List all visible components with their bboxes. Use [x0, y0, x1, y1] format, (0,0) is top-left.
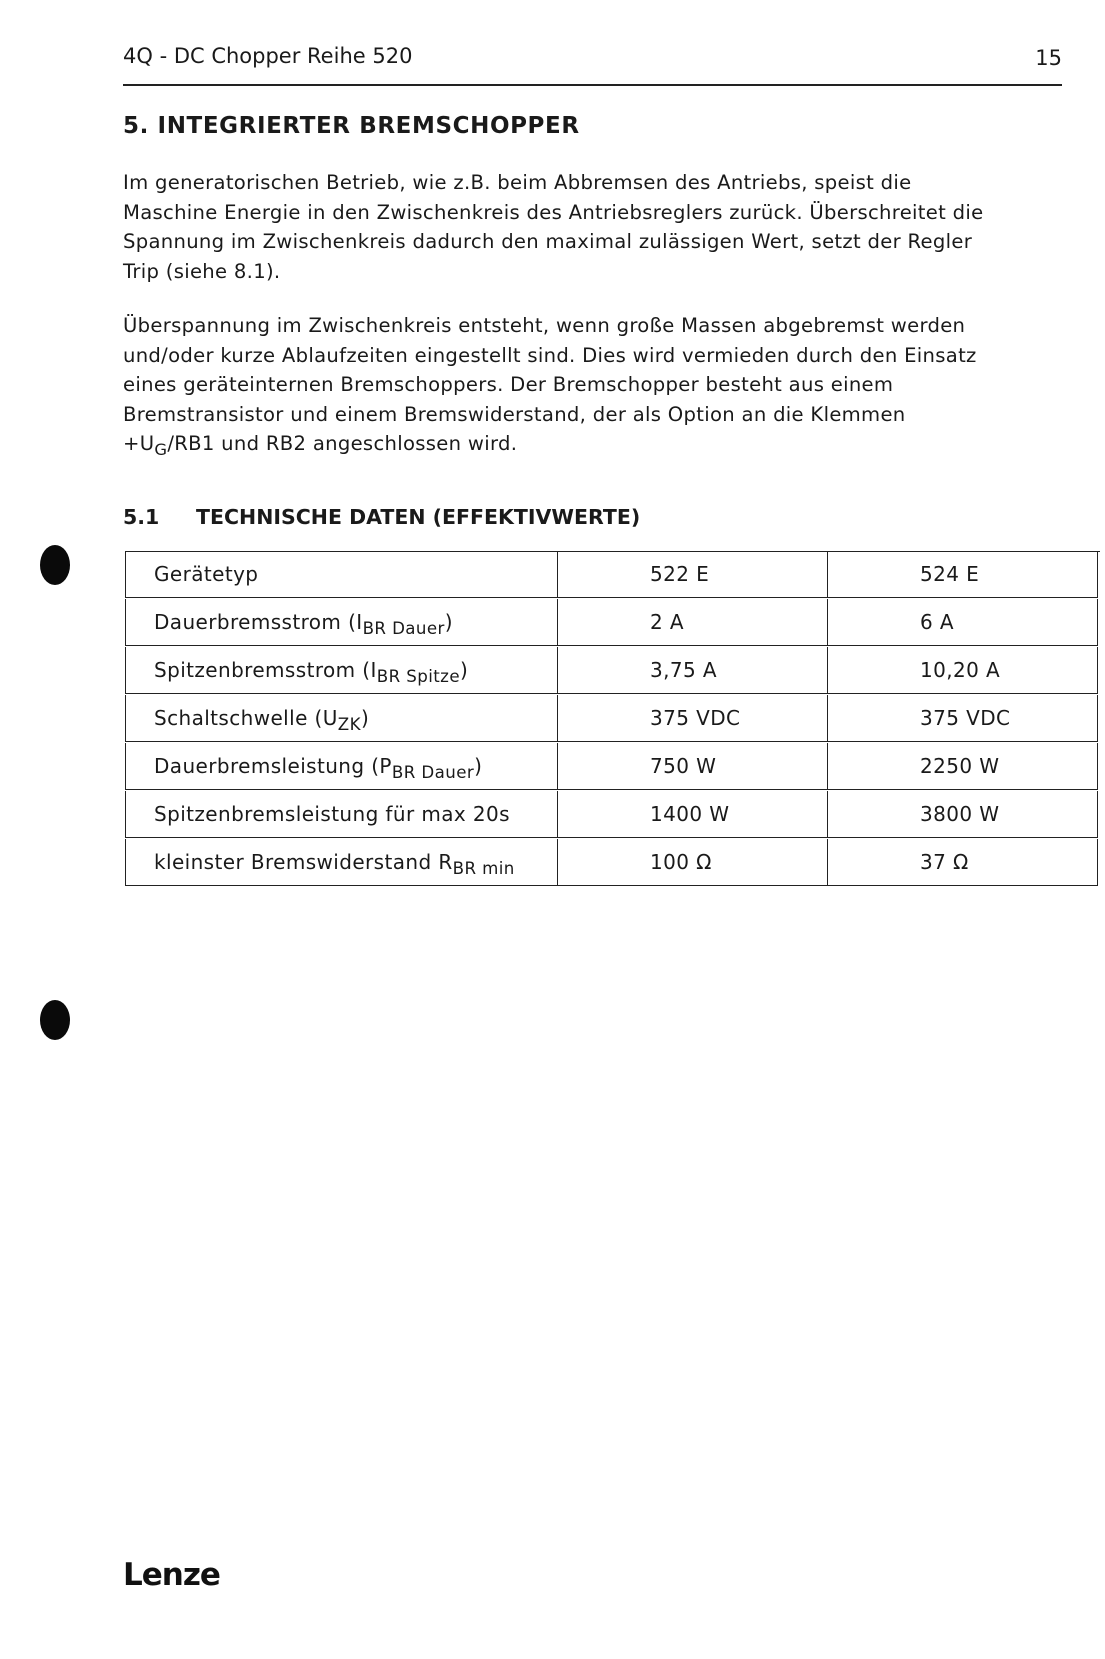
paragraph-line: Im generatorischen Betrieb, wie z.B. beim Abbremsen des Antriebs, speist die	[123, 171, 912, 194]
value-524e: 37 Ω	[827, 839, 1098, 886]
value-522e: 750 W	[557, 743, 827, 790]
punch-hole-mark	[40, 545, 70, 585]
value-524e: 2250 W	[827, 743, 1098, 790]
paragraph-overvoltage	[123, 311, 1083, 464]
paragraph-line: Spannung im Zwischenkreis dadurch den maximal zulässigen Wert, setzt der Regler	[123, 230, 973, 253]
value-522e: 375 VDC	[557, 695, 827, 742]
paragraph-line: Trip (siehe 8.1).	[123, 259, 281, 283]
table-row	[125, 695, 1100, 743]
technical-data-table	[125, 551, 1100, 887]
paragraph-regenerative-operation	[123, 168, 1083, 286]
paragraph-line: und/oder kurze Ablaufzeiten eingestellt sind. Dies wird vermieden durch den Einsatz	[123, 343, 977, 367]
row-label: Dauerbremsleistung $(P_{BR Dauer})$	[125, 743, 557, 790]
value-522e: 1400 W	[557, 791, 827, 838]
paragraph-line	[123, 429, 1083, 464]
paragraph-line: Maschine Energie in den Zwischenkreis des Antriebsreglers zurück. Überschreitet die	[123, 200, 984, 224]
paragraph-line: Überspannung im Zwischenkreis entsteht, wenn große Massen abgebremst werden	[123, 314, 966, 337]
table-row	[125, 743, 1100, 791]
row-label: Spitzenbremsstrom $(I_{BR Spitze})$	[125, 647, 557, 694]
section-title: 5. INTEGRIERTER BREMSCHOPPER	[123, 113, 580, 139]
subsection-number: 5.1	[123, 505, 160, 529]
row-label: Gerätetyp	[125, 551, 557, 598]
value-522e: 2 A	[557, 599, 827, 646]
header-title: 4Q - DC Chopper Reihe 520	[123, 44, 413, 68]
terminal-prefix: +U	[123, 432, 155, 455]
table-row	[125, 839, 1100, 887]
value-524e: 524 E	[827, 551, 1098, 598]
row-label: Schaltschwelle $(U_{ZK})$	[125, 695, 557, 742]
value-522e: 522 E	[557, 551, 827, 598]
lenze-logo: Lenze	[123, 1557, 220, 1593]
value-522e: 3,75 A	[557, 647, 827, 694]
value-522e: 100 Ω	[557, 839, 827, 886]
paragraph-line: Bremstransistor und einem Bremswiderstand, der als Option an die Klemmen	[123, 402, 906, 426]
terminal-suffix: /RB1 und RB2 angeschlossen wird.	[167, 432, 518, 455]
row-label: kleinster Bremswiderstand $R_{BR min}$	[125, 839, 557, 886]
table-row	[125, 791, 1100, 839]
terminal-subscript: G	[154, 439, 168, 459]
paragraph-line: eines geräteinternen Bremschoppers. Der Bremschopper besteht aus einem	[123, 373, 894, 396]
page-header	[123, 44, 1062, 86]
table-row	[125, 599, 1100, 647]
value-524e: 375 VDC	[827, 695, 1098, 742]
row-label: Spitzenbremsleistung für max 20s	[125, 791, 557, 838]
subsection-heading	[123, 505, 640, 529]
punch-hole-mark	[40, 1000, 70, 1040]
value-524e: 3800 W	[827, 791, 1098, 838]
value-524e: 10,20 A	[827, 647, 1098, 694]
subsection-title: TECHNISCHE DATEN (EFFEKTIVWERTE)	[196, 505, 641, 529]
row-label: Dauerbremsstrom $(I_{BR Dauer})$	[125, 599, 557, 646]
value-524e: 6 A	[827, 599, 1098, 646]
table-row	[125, 551, 1100, 599]
page-number: 15	[1035, 46, 1062, 70]
table-row	[125, 647, 1100, 695]
